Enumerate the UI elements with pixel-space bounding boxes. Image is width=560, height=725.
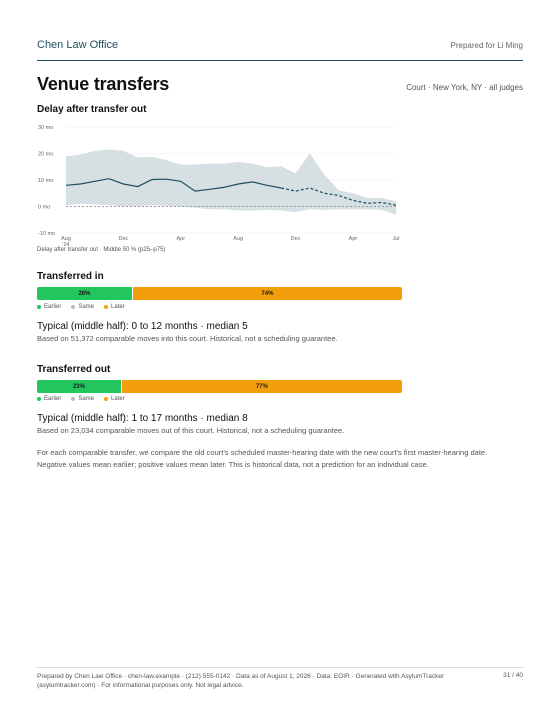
transferred-out-later-segment: 77% <box>121 380 402 393</box>
page-title: Venue transfers <box>37 74 170 94</box>
legend-earlier-label: Earlier <box>44 396 62 402</box>
methodology-note: For each comparable transfer, we compare the old court's scheduled master-hearing date with the new court's first master-hearing date. Negative values mean earlier; positive values mean later. This is historical data, not a prediction for an individual case. <box>37 448 488 469</box>
transferred-in-legend <box>37 304 125 310</box>
legend-later-label: Later <box>111 304 125 310</box>
transferred-out-based-on: Based on 23,034 comparable moves out of this court. Historical, not a scheduling guarantee. <box>37 426 345 435</box>
p25-p75-band <box>66 150 396 215</box>
legend-earlier <box>37 304 61 310</box>
transferred-in-based-on: Based on 51,372 comparable moves into this court. Historical, not a scheduling guarantee. <box>37 334 338 343</box>
legend-earlier <box>37 396 61 402</box>
y-tick-label: 30 mo <box>38 125 54 131</box>
same-dot-icon <box>71 397 75 401</box>
transferred-out-title: Transferred out <box>37 364 111 375</box>
prepared-for: Prepared for Li Ming <box>450 41 523 50</box>
legend-earlier-label: Earlier <box>44 304 62 310</box>
chart-caption: Delay after transfer out · Middle 50 % (p25–p75) <box>37 247 166 253</box>
transferred-out-legend <box>37 396 125 402</box>
transferred-in-later-segment: 74% <box>132 287 402 300</box>
legend-later <box>104 396 125 402</box>
legend-same-label: Same <box>78 304 95 310</box>
legend-later <box>104 304 125 310</box>
same-dot-icon <box>71 305 75 309</box>
later-dot-icon <box>104 305 108 309</box>
transferred-in-earlier-segment: 26% <box>37 287 132 300</box>
y-tick-label: -10 mo <box>38 231 56 237</box>
y-tick-label: 10 mo <box>38 178 54 184</box>
court-filter: Court · New York, NY · all judges <box>406 83 523 92</box>
transferred-out-earlier-segment: 23% <box>37 380 121 393</box>
x-tick-label: Aug <box>61 236 71 242</box>
y-tick-label: 20 mo <box>38 151 54 158</box>
x-tick-label: Apr <box>348 236 358 242</box>
footer-text: Prepared by Chen Law Office · chen-law.example · (212) 555-0142 · Data as of August 1, 2026 · Data: EOIR · Generated with AsylumTracker (asylumtracker.com) · For informational purposes only. Not legal advice. <box>37 673 445 689</box>
earlier-dot-icon <box>37 305 41 309</box>
legend-same-label: Same <box>78 396 95 402</box>
transferred-in-title: Transferred in <box>37 271 104 282</box>
x-tick-label: Aug <box>233 236 244 242</box>
delay-chart <box>30 118 402 246</box>
x-tick-label: Dec <box>118 236 129 242</box>
legend-same <box>71 304 94 310</box>
transferred-in-typical: Typical (middle half): 0 to 12 months · median 5 <box>37 321 248 332</box>
y-tick-label: 0 mo <box>38 204 51 211</box>
later-dot-icon <box>104 397 108 401</box>
x-tick-label: Apr <box>176 236 186 242</box>
page-number: 31 / 40 <box>503 672 523 679</box>
page-header <box>37 38 523 61</box>
x-tick-label: Jul <box>392 236 400 242</box>
legend-same <box>71 396 94 402</box>
firm-name: Chen Law Office <box>37 39 119 51</box>
transferred-out-bar <box>37 380 402 393</box>
page-footer <box>37 667 523 690</box>
x-tick-year-label: '24 <box>62 242 70 248</box>
transferred-in-bar <box>37 287 402 300</box>
transferred-out-typical: Typical (middle half): 1 to 17 months · median 8 <box>37 413 248 424</box>
earlier-dot-icon <box>37 397 41 401</box>
legend-later-label: Later <box>111 396 125 402</box>
chart-title: Delay after transfer out <box>37 104 147 115</box>
x-tick-label: Dec <box>290 236 301 242</box>
